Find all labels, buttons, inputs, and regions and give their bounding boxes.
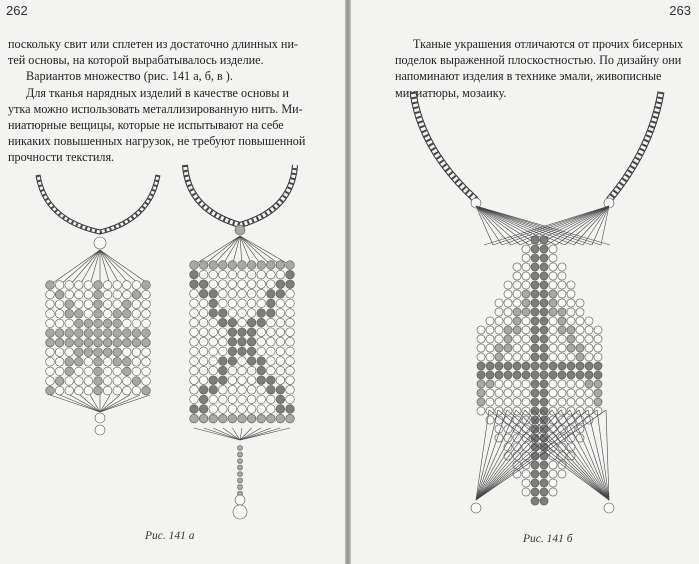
text-line: поскольку свит или сплетен из достаточно длинных ни- [8,37,299,51]
figure-141b-illustration [351,80,699,530]
figure-141a-illustration [0,150,345,530]
text-line: напоминают изделия в технике эмали, живописные [395,69,662,84]
text-line: тей основы, на которой вырабатывалось изделие. [8,53,264,68]
figure-caption-141a: Рис. 141 а [145,530,195,542]
page-number-left: 262 [6,3,28,18]
text-line: утка можно использовать металлизированную нить. Ми- [8,101,303,116]
text-line: миниатюры, мозаику. [395,85,507,100]
text-line: Вариантов множество (рис. 141 а, б, в ). [26,69,233,84]
text-line: никаких повышенных нагрузок, не требуют повышенной [8,134,306,149]
figure-caption-141b: Рис. 141 б [523,533,573,545]
left-page [0,0,345,564]
left-page-text [8,36,308,166]
page-number-right: 263 [669,3,691,18]
text-line: прочности текстиля. [8,150,115,165]
text-line: ниатюрные вещицы, которые не испытывают на себе [8,118,284,133]
text-line: Для тканья нарядных изделий в качестве основы и [26,85,289,100]
right-page [351,0,699,564]
text-line: поделок выраженной плоскостностью. По дизайну они [395,53,682,68]
text-line: Тканые украшения отличаются от прочих бисерных [413,37,684,51]
